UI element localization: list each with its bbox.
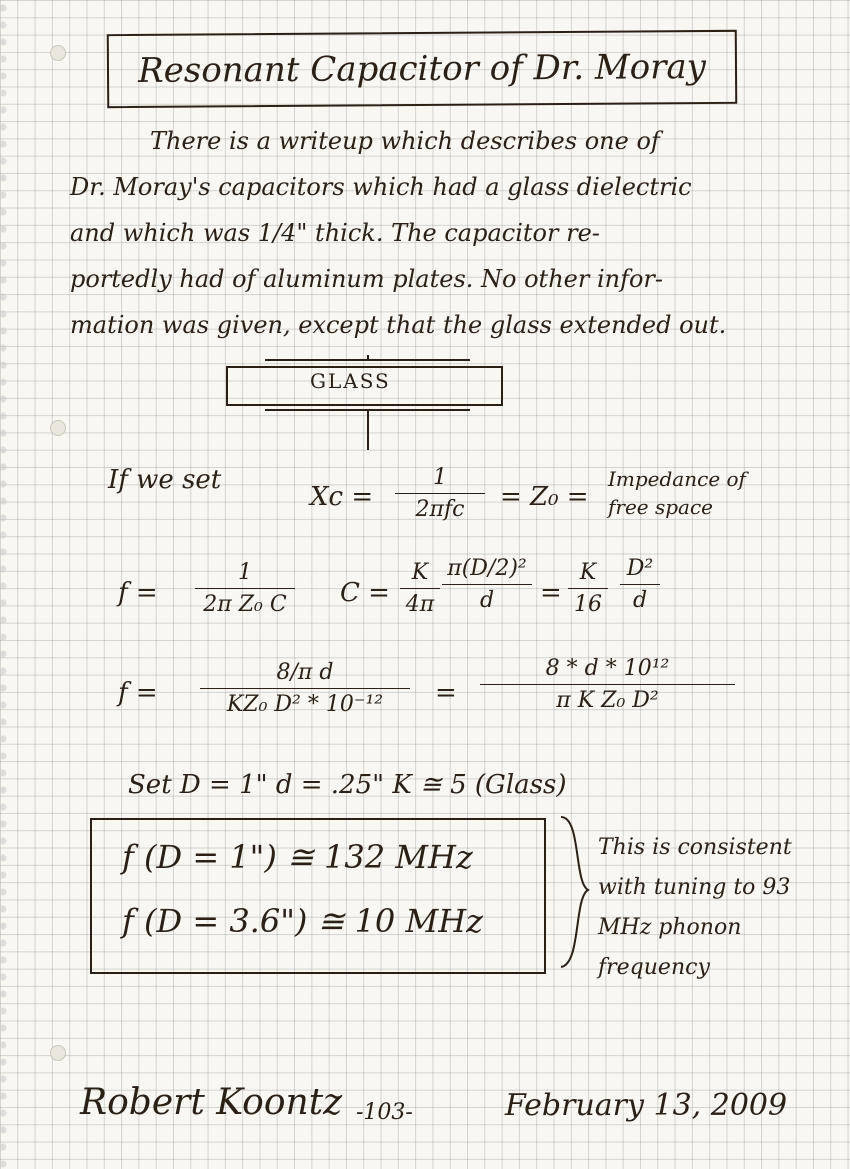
c-fraction-area: π(D/2)² d: [442, 556, 532, 613]
c-equals: =: [540, 578, 562, 608]
intro-line: Dr. Moray's capacitors which had a glass dielectric: [70, 173, 692, 201]
page-number: -103-: [356, 1100, 413, 1125]
glass-label: GLASS: [310, 369, 391, 393]
c-fraction-k16: K 16: [568, 560, 608, 617]
f2-lhs: f =: [118, 678, 158, 708]
result-line: f (D = 3.6") ≅ 10 MHz: [122, 902, 483, 940]
xc-lhs: Xc =: [310, 482, 374, 512]
result-line: f (D = 1") ≅ 132 MHz: [122, 838, 473, 876]
binder-hole: [50, 1045, 66, 1061]
c-lhs: C =: [340, 578, 390, 608]
equations: [90, 460, 810, 860]
f2-fraction: 8/π d KZ₀ D² * 10⁻¹²: [200, 660, 410, 717]
f1-lhs: f =: [118, 578, 158, 608]
intro-line: and which was 1/4" thick. The capacitor re-: [70, 219, 600, 247]
page-title: Resonant Capacitor of Dr. Moray: [107, 30, 738, 108]
capacitor-diagram: [225, 355, 505, 455]
f2-equals: =: [435, 678, 457, 708]
set-values: Set D = 1" d = .25" K ≅ 5 (Glass): [128, 770, 567, 800]
binder-hole: [50, 420, 66, 436]
c-fraction-k: K 4π: [400, 560, 440, 617]
xc-fraction: 1 2πfc: [395, 465, 485, 522]
result-box: [90, 818, 546, 974]
curly-brace: [556, 812, 596, 972]
notebook-spiral-edge: [0, 0, 12, 1169]
xc-rhs: = Z₀ =: [500, 482, 589, 512]
intro-line: portedly had of aluminum plates. No other infor-: [70, 265, 664, 293]
intro-line: mation was given, except that the glass extended out.: [70, 311, 727, 339]
f1-fraction: 1 2π Z₀ C: [195, 560, 295, 617]
intro-line: There is a writeup which describes one of: [150, 127, 660, 155]
set-label: If we set: [108, 465, 222, 495]
intro-paragraph: [70, 118, 790, 348]
c-fraction-d2d: D² d: [620, 556, 660, 613]
signature: Robert Koontz: [80, 1082, 343, 1123]
f2-fraction-b: 8 * d * 10¹² π K Z₀ D²: [480, 656, 735, 713]
date: February 13, 2009: [505, 1088, 788, 1123]
impedance-note: Impedance of free space: [608, 467, 746, 519]
side-note: This is consistent with tuning to 93 MHz phonon frequency: [598, 835, 792, 980]
binder-hole: [50, 45, 66, 61]
